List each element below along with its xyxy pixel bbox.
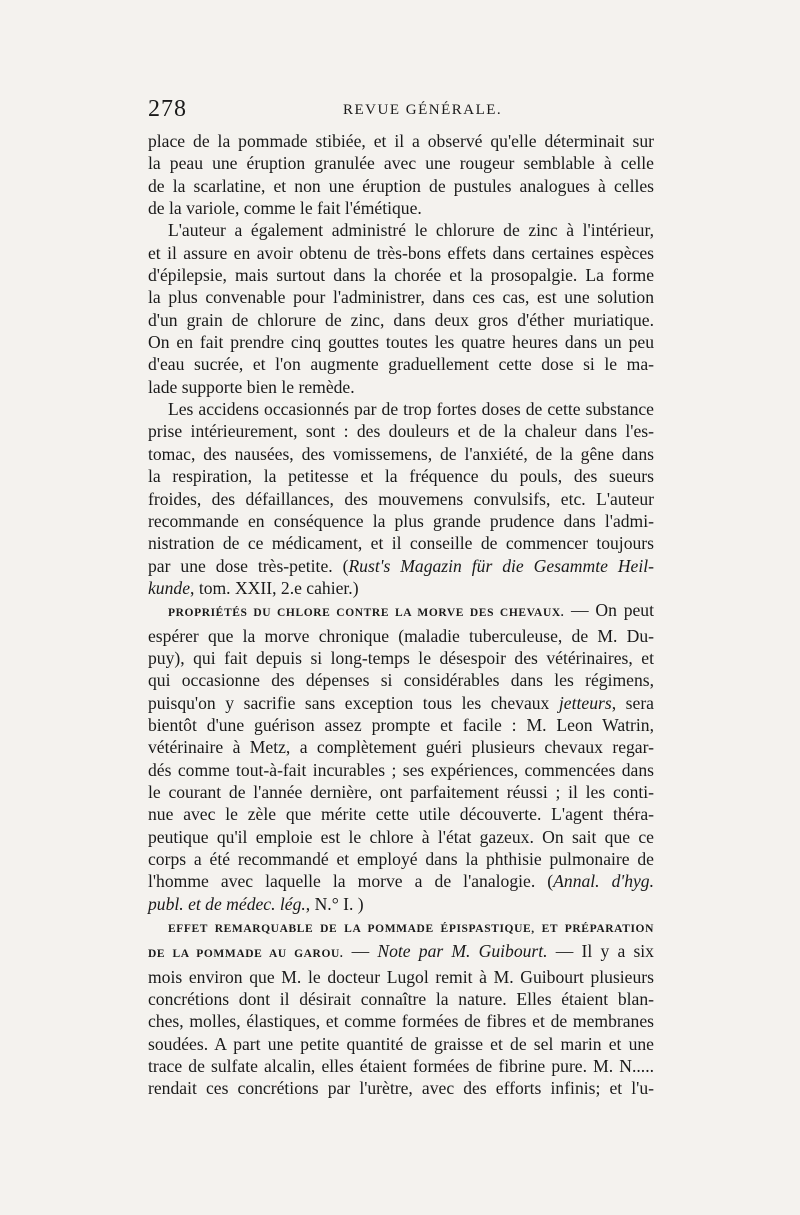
text-line: rendait ces concrétions par l'urètre, avec des efforts infinis; et l'u- bbox=[148, 1078, 654, 1099]
section-heading: DE LA POMMADE AU GAROU. bbox=[148, 948, 344, 961]
page-number: 278 bbox=[148, 96, 187, 122]
text-line: d'un grain de chlorure de zinc, dans deux gros d'éther muriatique. bbox=[148, 309, 654, 330]
text-run: , sera bbox=[611, 692, 654, 713]
text-line: la respiration, la petitesse et la fréquence du pouls, des sueurs bbox=[148, 466, 654, 487]
text-line: recommande en conséquence la plus grande prudence dans l'admi- bbox=[148, 510, 654, 531]
text-line: dés comme tout-à-fait incurables ; ses expériences, commencées dans bbox=[148, 759, 654, 780]
text-run: , N.° I. ) bbox=[305, 893, 364, 914]
text-line: et il assure en avoir obtenu de très-bons effets dans certaines espèces bbox=[148, 242, 654, 263]
text-line: mois environ que M. le docteur Lugol remit à M. Guibourt plusieurs bbox=[148, 966, 654, 987]
text-line bbox=[148, 599, 654, 624]
running-head: REVUE GÉNÉRALE. bbox=[343, 102, 503, 118]
text-line bbox=[148, 893, 654, 915]
text-line: bientôt d'une guérison assez prompte et facile : M. Leon Watrin, bbox=[148, 714, 654, 735]
text-line: trace de sulfate alcalin, elles étaient formées de fibrine pure. M. N..... bbox=[148, 1056, 654, 1077]
text-line: le courant de l'année dernière, ont parfaitement réussi ; il les conti- bbox=[148, 781, 654, 802]
text-line: froides, des défaillances, des mouvemens convulsifs, etc. L'auteur bbox=[148, 488, 654, 509]
section-heading: EFFET REMARQUABLE DE LA POMMADE ÉPISPASTIQUE, ET PRÉPARATION bbox=[168, 923, 654, 936]
text-line bbox=[148, 692, 654, 714]
text-line: de la scarlatine, et non une éruption de pustules analogues à celles bbox=[148, 175, 654, 196]
text-line bbox=[148, 870, 654, 892]
text-line: puy), qui fait depuis si long-temps le désespoir des vétérinaires, et bbox=[148, 647, 654, 668]
text-line bbox=[148, 577, 654, 599]
text-line: la plus convenable pour l'administrer, dans ces cas, est une solution bbox=[148, 287, 654, 308]
text-run: l'homme avec laquelle la morve a de l'analogie. ( bbox=[148, 871, 554, 892]
citation-title: kunde bbox=[148, 577, 191, 598]
text-line: qui occasionne des dépenses si considérables dans les régimens, bbox=[148, 670, 654, 691]
text-run: , tom. XXII, 2.e cahier.) bbox=[190, 577, 359, 598]
text-line: de la variole, comme le fait l'émétique. bbox=[148, 198, 422, 219]
text-line bbox=[148, 915, 654, 940]
text-line bbox=[148, 940, 654, 965]
text-line: place de la pommade stibiée, et il a observé qu'elle déterminait sur bbox=[148, 131, 654, 151]
text-line: concrétions dont il désirait connaître la nature. Elles étaient blan- bbox=[148, 989, 654, 1010]
text-line: lade supporte bien le remède. bbox=[148, 376, 355, 397]
section-heading: PROPRIÉTÉS DU CHLORE CONTRE LA MORVE DES CHEVAUX. bbox=[168, 607, 565, 620]
body-text bbox=[148, 130, 654, 1100]
text-line bbox=[148, 555, 654, 577]
citation-title: Rust's Magazin für die Gesammte Heil- bbox=[348, 555, 654, 576]
text-line: ches, molles, élastiques, et comme formées de fibres et de membranes bbox=[148, 1011, 654, 1032]
text-run: puisqu'on y sacrifie sans exception tous les chevaux bbox=[148, 692, 559, 713]
note-author: Note par M. Guibourt. bbox=[377, 941, 548, 962]
text-line: Les accidens occasionnés par de trop fortes doses de cette substance bbox=[168, 399, 654, 420]
text-line: d'épilepsie, mais surtout dans la chorée et la prosopalgie. La forme bbox=[148, 265, 654, 286]
text-line: la peau une éruption granulée avec une rougeur semblable à celle bbox=[148, 153, 654, 174]
text-run: par une dose très-petite. ( bbox=[148, 555, 349, 576]
text-line: peutique qu'il emploie est le chlore à l'état gazeux. On sait que ce bbox=[148, 826, 654, 847]
text-line: On en fait prendre cinq gouttes toutes les quatre heures dans un peu bbox=[148, 332, 654, 353]
text-line: espérer que la morve chronique (maladie tuberculeuse, de M. Du- bbox=[148, 625, 654, 646]
text-line: L'auteur a également administré le chlorure de zinc à l'intérieur, bbox=[168, 220, 654, 241]
text-line: corps a été recommandé et employé dans la phthisie pulmonaire de bbox=[148, 849, 654, 869]
text-run: — On peut bbox=[564, 600, 654, 621]
page-header bbox=[148, 96, 652, 126]
text-run: — bbox=[343, 941, 378, 962]
text-line: tomac, des nausées, des vomissemens, de l'anxiété, de la gêne dans bbox=[148, 443, 654, 464]
text-line: d'eau sucrée, et l'on augmente graduellement cette dose si le ma- bbox=[148, 354, 654, 375]
text-line: soudées. A part une petite quantité de graisse et de sel marin et une bbox=[148, 1033, 654, 1054]
text-line: nistration de ce médicament, et il conseille de commencer toujours bbox=[148, 533, 654, 554]
text-line: nue avec le zèle que mérite cette utile découverte. L'agent théra- bbox=[148, 804, 654, 825]
citation-title: Annal. d'hyg. bbox=[553, 871, 654, 892]
citation-title: publ. et de médec. lég. bbox=[148, 893, 306, 914]
text-run: — Il y a six bbox=[547, 941, 654, 962]
text-line: prise intérieurement, sont : des douleurs et de la chaleur dans l'es- bbox=[148, 421, 654, 442]
italic-term: jetteurs bbox=[558, 692, 612, 713]
text-line: vétérinaire à Metz, a complètement guéri plusieurs chevaux regar- bbox=[148, 737, 654, 758]
